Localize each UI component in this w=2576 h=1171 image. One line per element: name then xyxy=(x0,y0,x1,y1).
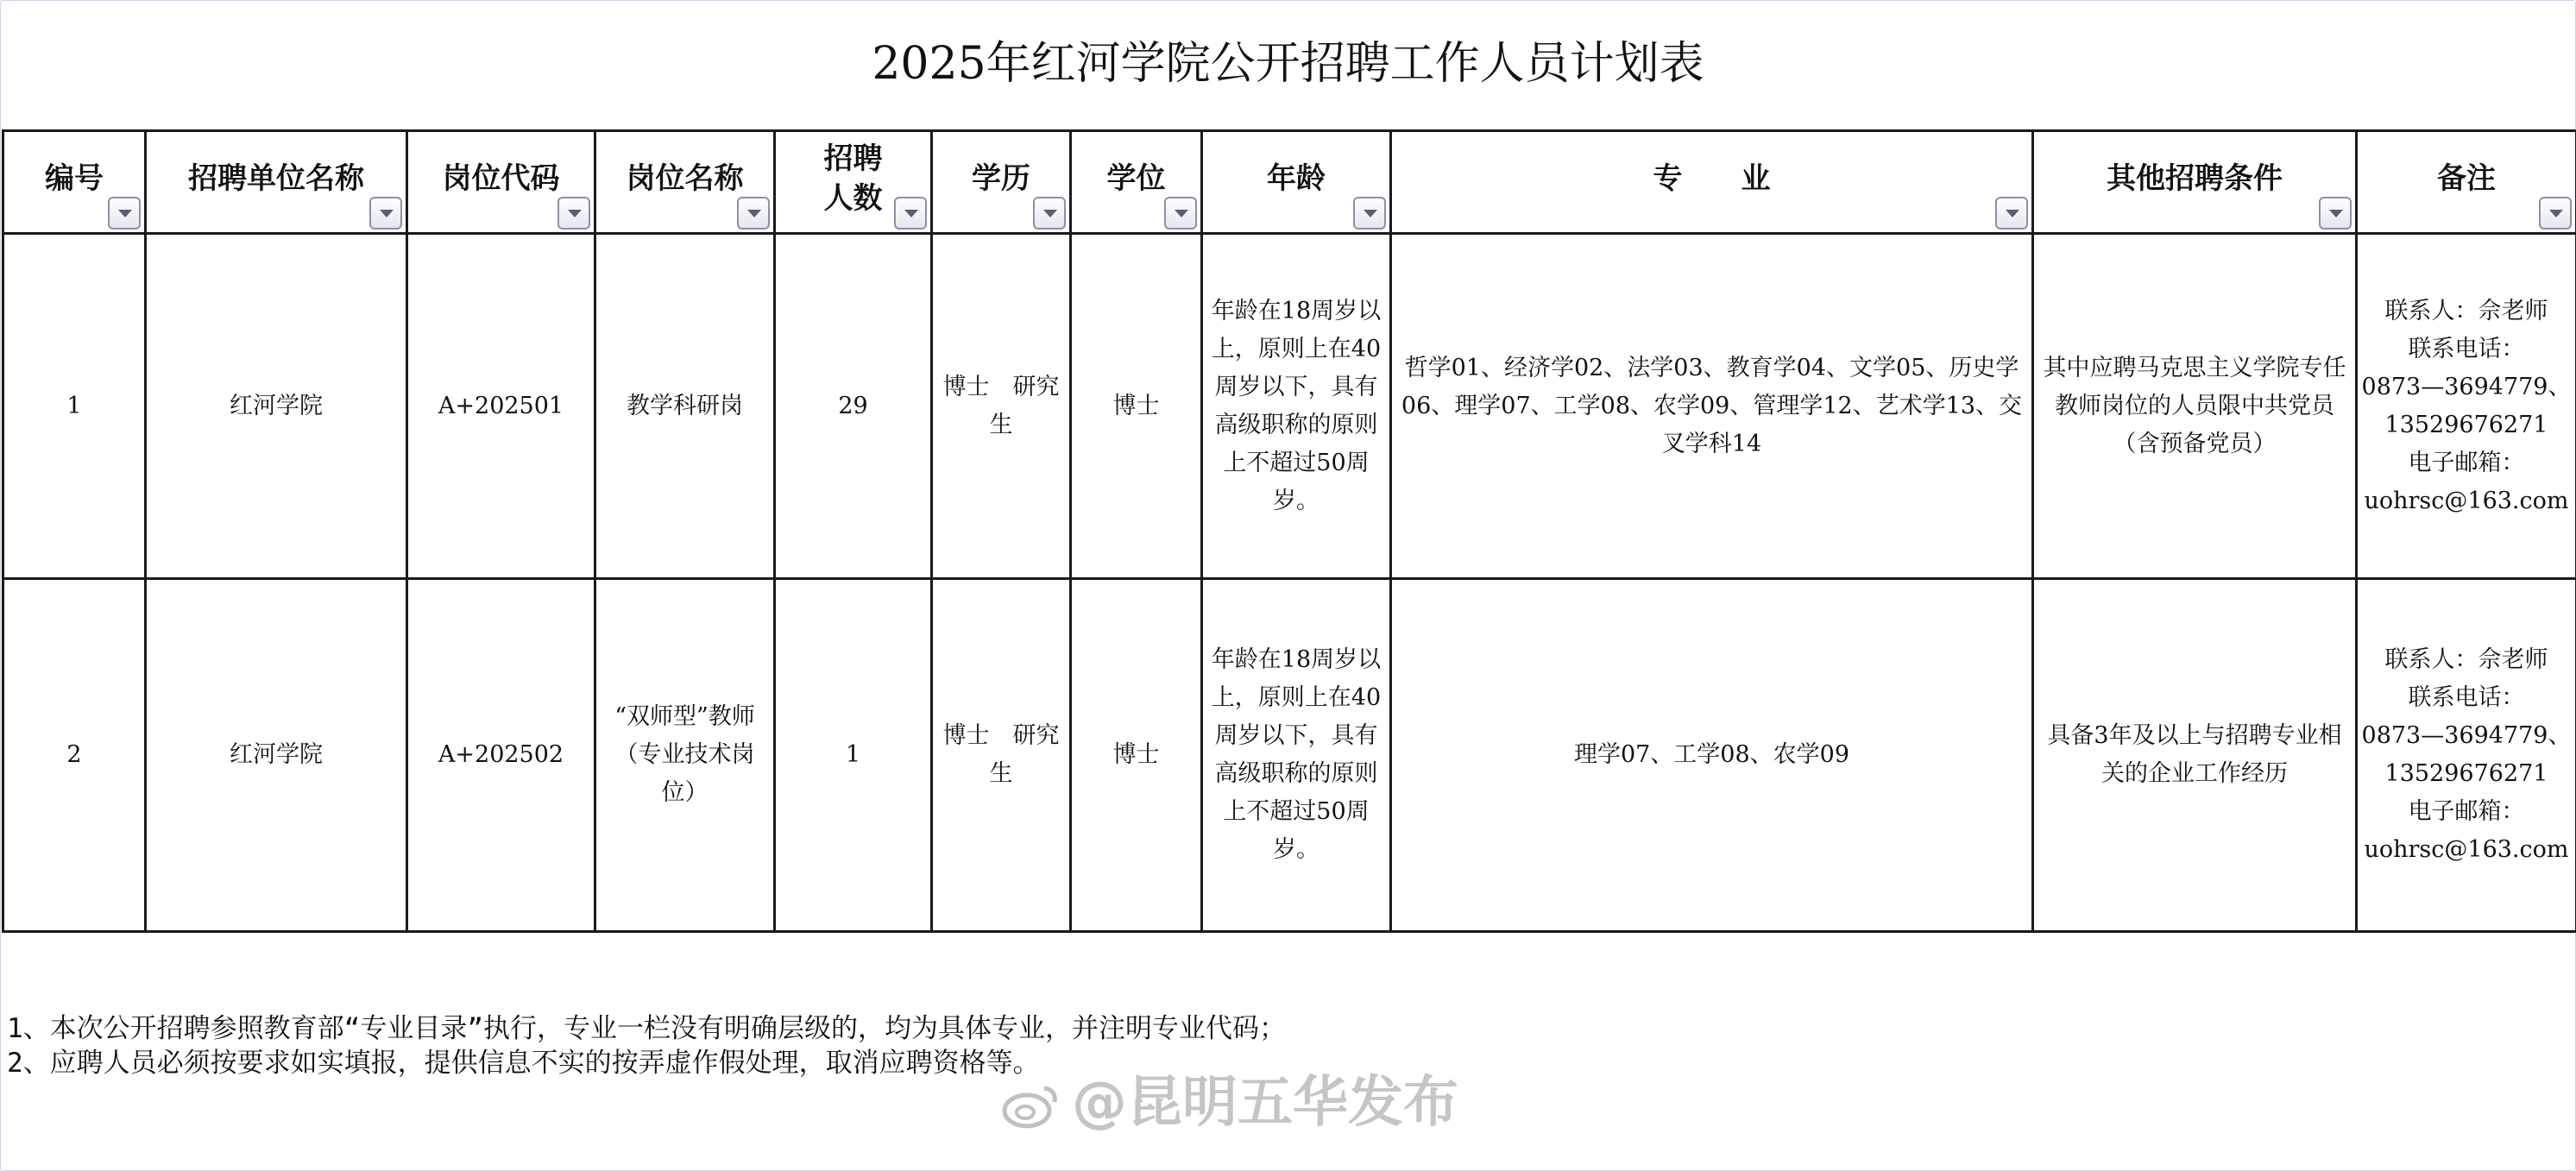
filter-dropdown-icon[interactable] xyxy=(2319,197,2352,230)
header-row xyxy=(3,131,2576,234)
header-no: 编号 xyxy=(3,131,146,234)
cell-no: 2 xyxy=(3,579,146,932)
cell-degree: 博士 xyxy=(1071,234,1202,579)
remark-email-label: 电子邮箱： xyxy=(2408,449,2525,476)
filter-dropdown-icon[interactable] xyxy=(1995,197,2028,230)
cell-major: 理学07、工学08、农学09 xyxy=(1391,579,2033,932)
remark-email-label: 电子邮箱： xyxy=(2408,798,2525,825)
header-degree: 学位 xyxy=(1071,131,1202,234)
filter-dropdown-icon[interactable] xyxy=(557,197,590,230)
header-education: 学历 xyxy=(932,131,1071,234)
cell-unit: 红河学院 xyxy=(146,579,407,932)
cell-degree: 博士 xyxy=(1071,579,1202,932)
header-remark: 备注 xyxy=(2357,131,2576,234)
cell-other: 其中应聘马克思主义学院专任教师岗位的人员限中共党员（含预备党员） xyxy=(2033,234,2357,579)
footnote-2: 2、应聘人员必须按要求如实填报，提供信息不实的按弄虚作假处理，取消应聘资格等。 xyxy=(7,1048,1040,1079)
filter-dropdown-icon[interactable] xyxy=(1353,197,1386,230)
cell-education: 博士 研究生 xyxy=(932,234,1071,579)
weibo-logo-icon xyxy=(1001,1079,1063,1127)
filter-dropdown-icon[interactable] xyxy=(1033,197,1066,230)
footnote-1: 1、本次公开招聘参照教育部“专业目录”执行，专业一栏没有明确层级的，均为具体专业，并注明专业代码； xyxy=(7,1013,1286,1044)
remark-email: uohrsc@163.com xyxy=(2364,836,2569,863)
filter-dropdown-icon[interactable] xyxy=(894,197,927,230)
cell-age: 年龄在18周岁以上，原则上在40周岁以下，具有高级职称的原则上不超过50周岁。 xyxy=(1202,234,1391,579)
cell-education: 博士 研究生 xyxy=(932,579,1071,932)
header-code: 岗位代码 xyxy=(407,131,595,234)
watermark-text: @昆明五华发布 xyxy=(1072,1071,1458,1135)
remark-phone1: 0873—3694779、 xyxy=(2361,373,2572,400)
cell-other: 具备3年及以上与招聘专业相关的企业工作经历 xyxy=(2033,579,2357,932)
header-major: 专 业 xyxy=(1391,131,2033,234)
table-row xyxy=(3,234,2576,579)
cell-post: “双师型”教师（专业技术岗位） xyxy=(595,579,775,932)
remark-phone2: 13529676271 xyxy=(2384,760,2548,787)
cell-no: 1 xyxy=(3,234,146,579)
remark-contact: 联系人：佘老师 xyxy=(2384,297,2548,324)
cell-post: 教学科研岗 xyxy=(595,234,775,579)
filter-dropdown-icon[interactable] xyxy=(369,197,402,230)
remark-contact: 联系人：佘老师 xyxy=(2384,646,2548,673)
page-title: 2025年红河学院公开招聘工作人员计划表 xyxy=(872,38,1704,90)
cell-code: A+202501 xyxy=(407,234,595,579)
header-unit: 招聘单位名称 xyxy=(146,131,407,234)
header-count: 招聘 人数 xyxy=(775,131,932,234)
filter-dropdown-icon[interactable] xyxy=(108,197,141,230)
header-age: 年龄 xyxy=(1202,131,1391,234)
header-post: 岗位名称 xyxy=(595,131,775,234)
remark-phone-label: 联系电话： xyxy=(2408,684,2525,711)
remark-phone2: 13529676271 xyxy=(2384,411,2548,438)
cell-count: 1 xyxy=(775,579,932,932)
cell-major: 哲学01、经济学02、法学03、教育学04、文学05、历史学06、理学07、工学08、农学09、管理学12、艺术学13、交叉学科14 xyxy=(1391,234,2033,579)
cell-unit: 红河学院 xyxy=(146,234,407,579)
recruitment-table xyxy=(2,129,2576,933)
filter-dropdown-icon[interactable] xyxy=(2539,197,2572,230)
filter-dropdown-icon[interactable] xyxy=(737,197,770,230)
cell-age: 年龄在18周岁以上，原则上在40周岁以下，具有高级职称的原则上不超过50周岁。 xyxy=(1202,579,1391,932)
remark-phone-label: 联系电话： xyxy=(2408,335,2525,362)
remark-email: uohrsc@163.com xyxy=(2364,487,2569,514)
cell-remark xyxy=(2357,234,2576,579)
cell-code: A+202502 xyxy=(407,579,595,932)
header-other: 其他招聘条件 xyxy=(2033,131,2357,234)
filter-dropdown-icon[interactable] xyxy=(1164,197,1197,230)
remark-phone1: 0873—3694779、 xyxy=(2361,722,2572,749)
table-row xyxy=(3,579,2576,932)
watermark xyxy=(1001,1070,1458,1136)
cell-remark xyxy=(2357,579,2576,932)
cell-count: 29 xyxy=(775,234,932,579)
